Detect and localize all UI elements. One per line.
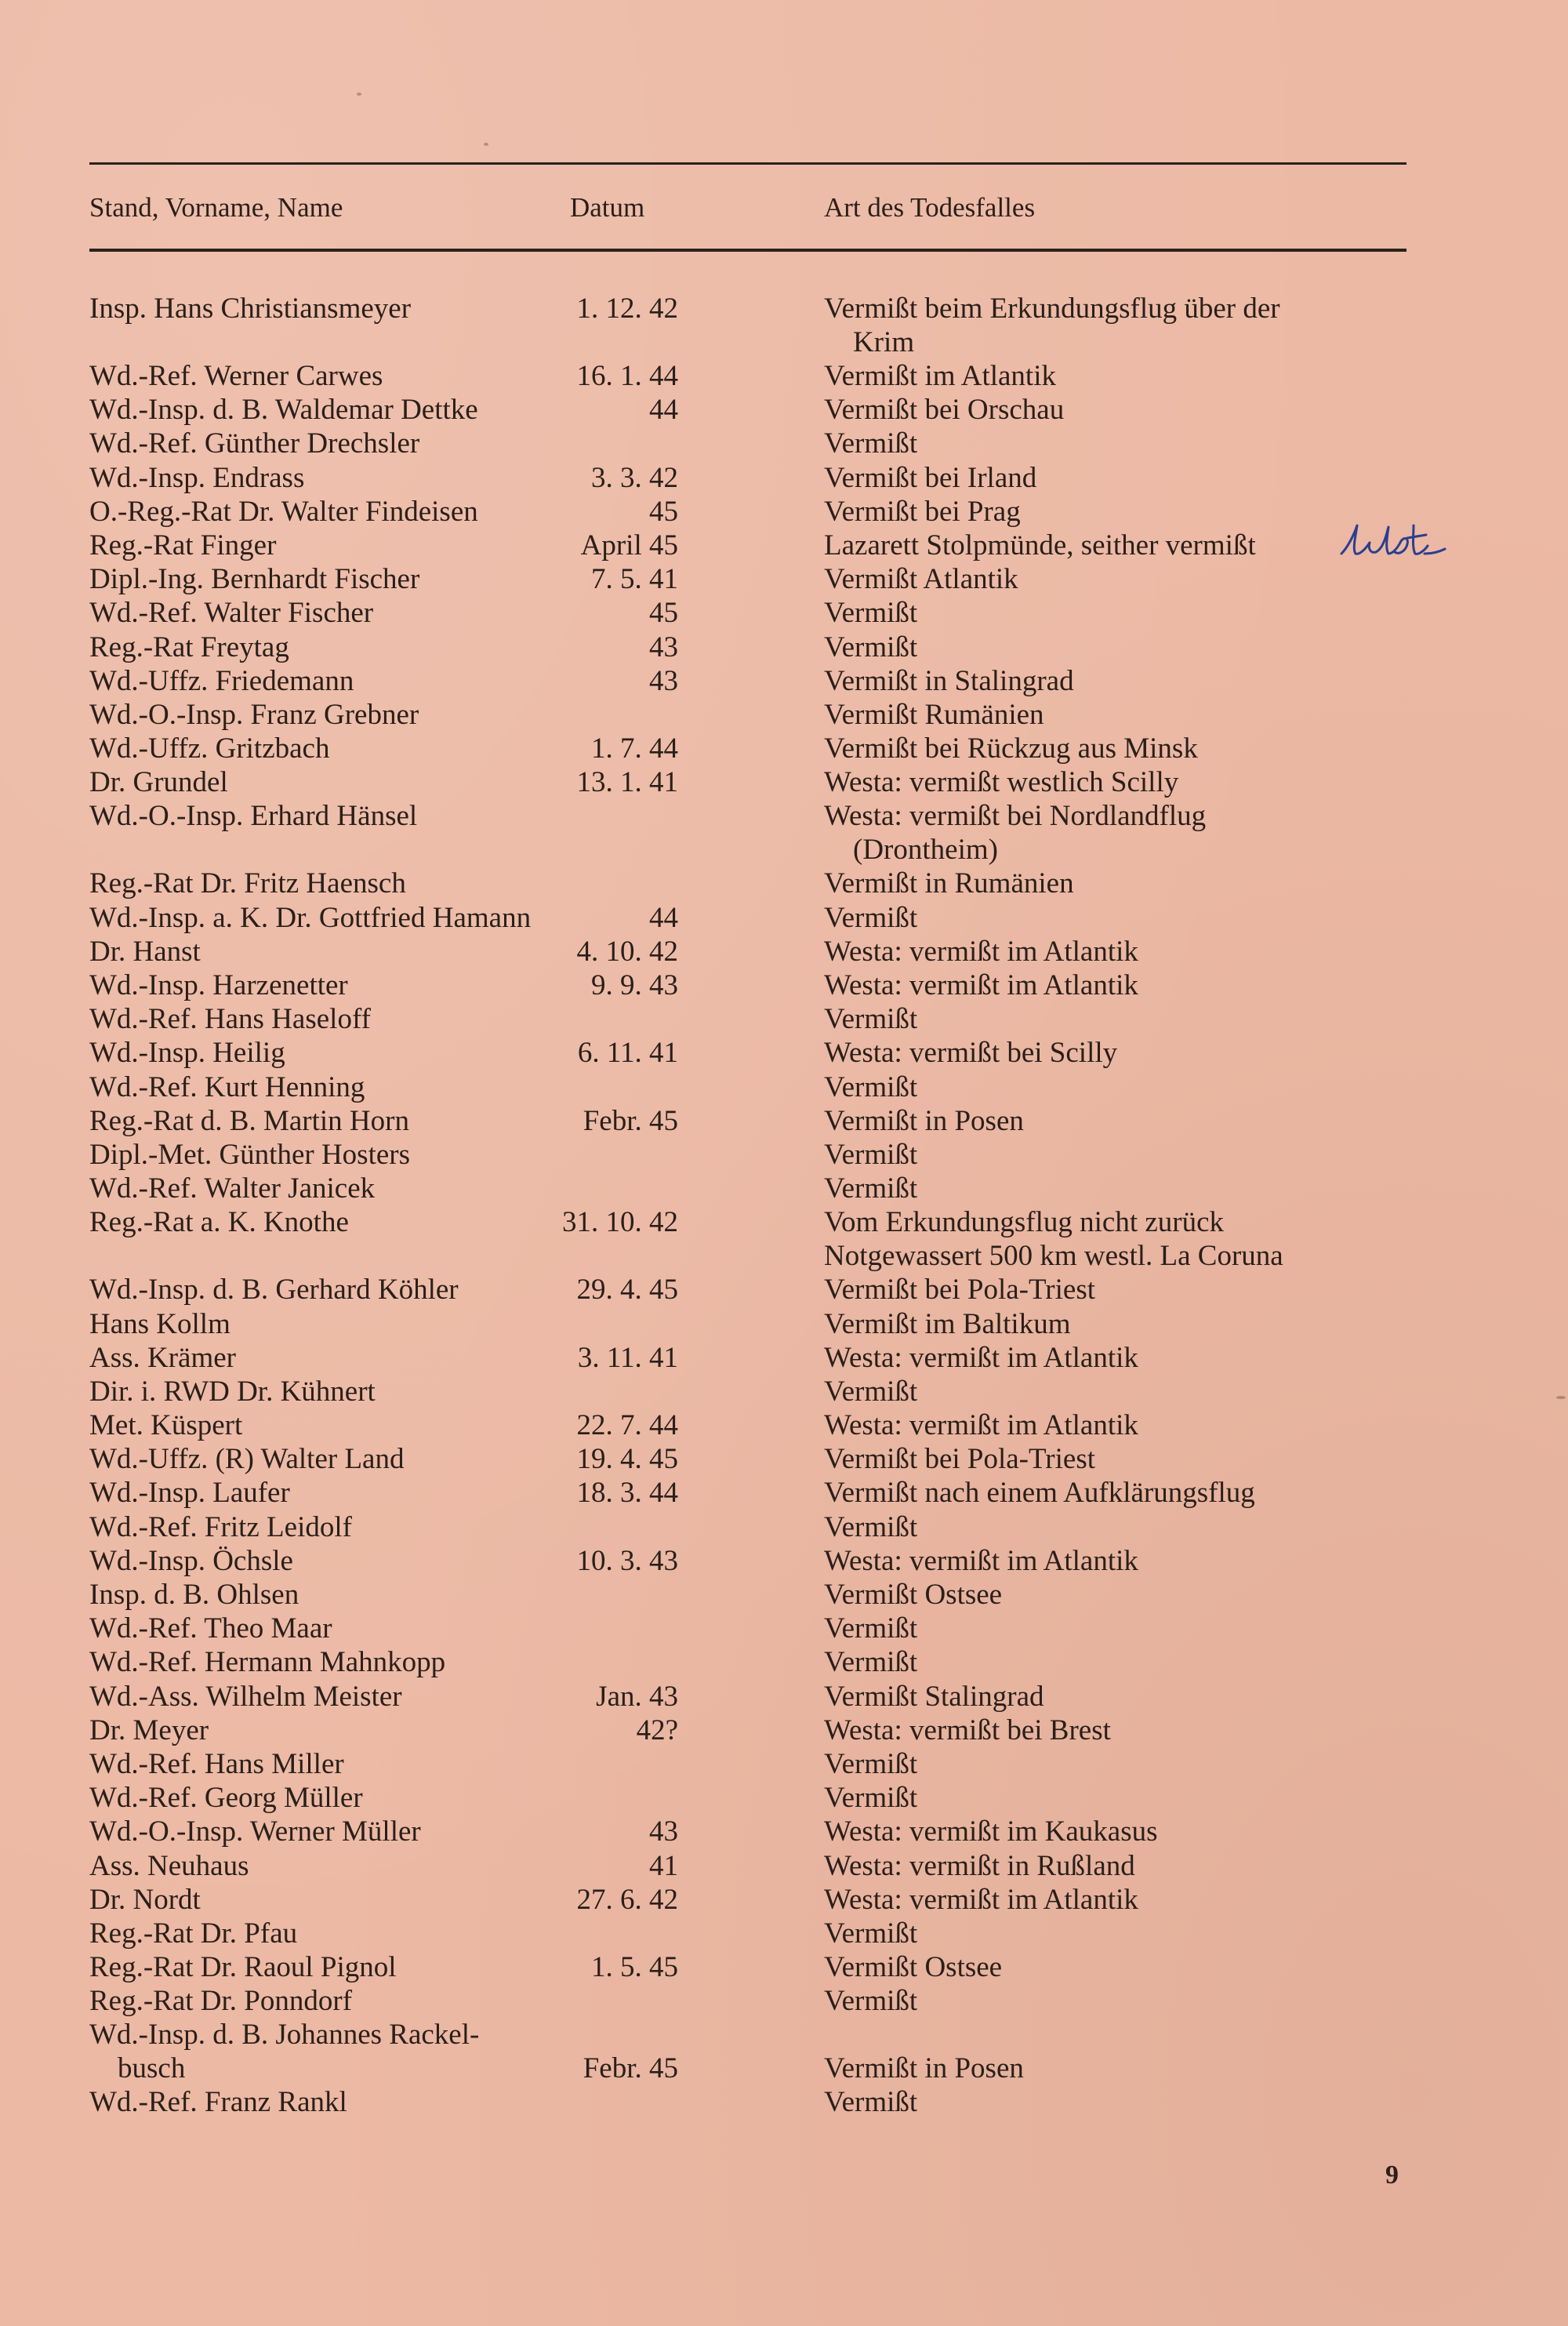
page-number: 9 <box>1385 2161 1399 2190</box>
entry-name: Ass. Neuhaus <box>89 1849 249 1882</box>
entry-name: Wd.-Ref. Hans Miller <box>89 1747 344 1780</box>
table-row <box>0 1307 1568 1341</box>
entry-cause: Westa: vermißt bei Nordlandflug <box>824 800 1207 833</box>
table-row <box>0 1747 1568 1781</box>
entry-cause: Westa: vermißt im Atlantik <box>824 935 1138 968</box>
entry-date: 44 <box>649 394 678 427</box>
entry-date: 29. 4. 45 <box>576 1274 678 1307</box>
entry-name: Dr. Grundel <box>89 766 228 799</box>
entry-cause: Lazarett Stolpmünde, seither vermißt <box>824 529 1256 562</box>
table-row <box>0 427 1568 460</box>
entry-date: 22. 7. 44 <box>576 1409 678 1442</box>
entry-name: Wd.-Ref. Günther Drechsler <box>89 427 420 460</box>
entry-date: 3. 3. 42 <box>591 461 678 494</box>
entry-name: Reg.-Rat Dr. Fritz Haensch <box>89 867 406 900</box>
entry-cause: Westa: vermißt im Atlantik <box>824 1409 1138 1442</box>
entry-cause: Vermißt <box>824 2086 918 2119</box>
entry-name: Met. Küspert <box>89 1409 243 1442</box>
table-row <box>0 1002 1568 1036</box>
table-row <box>0 359 1568 393</box>
entry-name: Wd.-Ref. Walter Fischer <box>89 597 374 630</box>
entry-cause: Vermißt in Rumänien <box>824 867 1074 900</box>
entry-name: Dr. Hanst <box>89 935 201 968</box>
entry-name: Wd.-Insp. a. K. Dr. Gottfried Hamann <box>89 901 532 934</box>
entry-name: Reg.-Rat a. K. Knothe <box>89 1206 349 1239</box>
table-row <box>0 1815 1568 1848</box>
entry-name: Reg.-Rat Finger <box>89 529 277 562</box>
entry-cause: Vermißt in Posen <box>824 1104 1024 1137</box>
entry-cause: Vermißt im Baltikum <box>824 1307 1071 1340</box>
entry-name: Wd.-Ref. Fritz Leidolf <box>89 1510 352 1543</box>
entry-cause: Vermißt Ostsee <box>824 1951 1003 1984</box>
entry-name: Wd.-Ref. Georg Müller <box>89 1782 363 1815</box>
entry-name: Wd.-Ass. Wilhelm Meister <box>89 1680 402 1713</box>
entry-date: Febr. 45 <box>583 1104 678 1137</box>
entry-date: 27. 6. 42 <box>576 1883 678 1916</box>
table-row <box>0 1375 1568 1408</box>
entry-cause: Vermißt bei Irland <box>824 461 1037 494</box>
entry-name: Wd.-Uffz. (R) Walter Land <box>89 1443 405 1476</box>
header-top-rule <box>89 162 1406 165</box>
entry-cause: Vermißt <box>824 1782 918 1815</box>
table-row <box>0 1883 1568 1917</box>
entry-date: 45 <box>649 597 678 630</box>
table-row <box>0 732 1568 765</box>
entry-name: Wd.-Uffz. Gritzbach <box>89 732 330 765</box>
entry-date: 4. 10. 42 <box>576 935 678 968</box>
table-row <box>0 1917 1568 1950</box>
table-row <box>0 664 1568 698</box>
casualty-table <box>0 292 1568 2120</box>
table-row <box>0 2018 1568 2085</box>
table-row <box>0 1645 1568 1679</box>
entry-cause: Westa: vermißt im Atlantik <box>824 969 1138 1001</box>
table-row <box>0 292 1568 359</box>
entry-cause: Vermißt in Posen <box>824 2052 1024 2085</box>
entry-date: 19. 4. 45 <box>576 1443 678 1476</box>
entry-cause: Vermißt <box>824 1747 918 1780</box>
entry-cause: Vermißt <box>824 1375 918 1408</box>
table-row <box>0 867 1568 900</box>
entry-name: Wd.-O.-Insp. Werner Müller <box>89 1815 421 1848</box>
entry-name: Wd.-Insp. d. B. Gerhard Köhler <box>89 1274 459 1307</box>
entry-cause: Vermißt <box>824 1070 918 1103</box>
table-row <box>0 393 1568 427</box>
table-row <box>0 1476 1568 1510</box>
entry-cause: Westa: vermißt westlich Scilly <box>824 766 1179 799</box>
entry-cause: Westa: vermißt im Kaukasus <box>824 1815 1158 1848</box>
table-header <box>0 188 1568 227</box>
entry-name: Wd.-Ref. Kurt Henning <box>89 1070 365 1103</box>
handwritten-note-lebt <box>1337 518 1446 565</box>
column-header-date: Datum <box>570 192 645 223</box>
entry-cause: Vermißt Atlantik <box>824 563 1018 596</box>
entry-cause: Vermißt bei Rückzug aus Minsk <box>824 732 1198 765</box>
entry-name: Wd.-Insp. Harzenetter <box>89 969 348 1001</box>
entry-date: 42? <box>636 1714 678 1746</box>
entry-date: 31. 10. 42 <box>562 1206 678 1239</box>
entry-cause: Vermißt bei Pola-Triest <box>824 1443 1096 1476</box>
entry-date: 18. 3. 44 <box>576 1477 678 1510</box>
entry-cause: Vermißt <box>824 1510 918 1543</box>
paper-speck <box>357 93 361 96</box>
entry-date: 1. 5. 45 <box>591 1951 678 1984</box>
entry-name: Dipl.-Ing. Bernhardt Fischer <box>89 563 420 596</box>
entry-name: Wd.-Ref. Werner Carwes <box>89 360 383 392</box>
entry-cause: Vermißt bei Pola-Triest <box>824 1274 1096 1307</box>
entry-date: Febr. 45 <box>583 2052 678 2085</box>
entry-date: Jan. 43 <box>596 1680 678 1713</box>
entry-name: Dr. Nordt <box>89 1883 201 1916</box>
table-row <box>0 1714 1568 1747</box>
entry-date: April 45 <box>580 529 678 562</box>
entry-cause: Vom Erkundungsflug nicht zurück <box>824 1206 1225 1239</box>
column-header-cause: Art des Todesfalles <box>824 192 1036 223</box>
paper-speck <box>484 143 488 146</box>
table-row <box>0 1510 1568 1544</box>
entry-name: Wd.-Ref. Franz Rankl <box>89 2086 347 2119</box>
entry-date: 3. 11. 41 <box>577 1341 678 1374</box>
table-row <box>0 1849 1568 1883</box>
table-row <box>0 1680 1568 1714</box>
entry-name: Dir. i. RWD Dr. Kühnert <box>89 1375 376 1408</box>
entry-cause: Vermißt <box>824 1612 918 1645</box>
table-row <box>0 1408 1568 1442</box>
table-row <box>0 1273 1568 1307</box>
header-bottom-rule <box>89 249 1406 252</box>
entry-date: 6. 11. 41 <box>577 1037 678 1070</box>
table-row <box>0 1578 1568 1612</box>
entry-date: 45 <box>649 495 678 528</box>
entry-date: 1. 7. 44 <box>591 732 678 765</box>
entry-cause-continued: Krim <box>853 326 915 358</box>
entry-name: Wd.-Ref. Theo Maar <box>89 1612 332 1645</box>
entry-cause: Vermißt <box>824 631 918 663</box>
table-row <box>0 901 1568 935</box>
entry-cause: Vermißt beim Erkundungsflug über der <box>824 293 1280 325</box>
entry-name: Dr. Meyer <box>89 1714 209 1746</box>
table-row <box>0 1036 1568 1070</box>
entry-cause: Vermißt <box>824 901 918 934</box>
entry-cause: Westa: vermißt im Atlantik <box>824 1341 1138 1374</box>
entry-cause: Vermißt bei Prag <box>824 495 1021 528</box>
table-row <box>0 935 1568 969</box>
table-row <box>0 631 1568 664</box>
entry-cause: Westa: vermißt im Atlantik <box>824 1883 1138 1916</box>
table-row <box>0 799 1568 867</box>
table-row <box>0 2085 1568 2119</box>
table-row <box>0 1104 1568 1138</box>
entry-name: Dipl.-Met. Günther Hosters <box>89 1138 410 1171</box>
entry-name: Wd.-Insp. Endrass <box>89 461 305 494</box>
entry-name: Hans Kollm <box>89 1307 230 1340</box>
table-row <box>0 495 1568 529</box>
entry-name: Wd.-Insp. Heilig <box>89 1037 285 1070</box>
entry-cause: Vermißt Stalingrad <box>824 1680 1044 1713</box>
entry-name: Wd.-Ref. Hermann Mahnkopp <box>89 1646 446 1679</box>
entry-cause: Vermißt in Stalingrad <box>824 664 1074 697</box>
entry-cause: Westa: vermißt bei Scilly <box>824 1037 1118 1070</box>
table-row <box>0 1070 1568 1104</box>
entry-date: 10. 3. 43 <box>576 1544 678 1577</box>
entry-date: 1. 12. 42 <box>576 293 678 325</box>
entry-name: Wd.-O.-Insp. Erhard Hänsel <box>89 800 418 833</box>
entry-date: 41 <box>649 1849 678 1882</box>
entry-name: Wd.-Insp. d. B. Waldemar Dettke <box>89 394 478 427</box>
entry-cause: Vermißt <box>824 1172 918 1205</box>
entry-name: Reg.-Rat Freytag <box>89 631 289 663</box>
entry-cause: Vermißt <box>824 1003 918 1036</box>
table-row <box>0 1781 1568 1815</box>
entry-cause: Vermißt bei Orschau <box>824 394 1065 427</box>
table-row <box>0 765 1568 799</box>
entry-date: 44 <box>649 901 678 934</box>
entry-cause-continued: (Drontheim) <box>853 834 998 867</box>
entry-name: Reg.-Rat Dr. Ponndorf <box>89 1985 353 2018</box>
table-row <box>0 969 1568 1002</box>
table-row <box>0 1544 1568 1578</box>
entry-date: 43 <box>649 1815 678 1848</box>
entry-cause: Vermißt <box>824 1138 918 1171</box>
entry-name: Insp. Hans Christiansmeyer <box>89 293 412 325</box>
entry-cause: Westa: vermißt bei Brest <box>824 1714 1111 1746</box>
entry-name: Ass. Krämer <box>89 1341 237 1374</box>
table-row <box>0 1341 1568 1375</box>
entry-name-continued: busch <box>118 2052 186 2085</box>
entry-name: Wd.-Uffz. Friedemann <box>89 664 354 697</box>
entry-cause: Vermißt Rumänien <box>824 698 1044 731</box>
table-row <box>0 1205 1568 1273</box>
entry-cause-continued: Notgewassert 500 km westl. La Coruna <box>824 1240 1283 1273</box>
table-row <box>0 596 1568 630</box>
entry-cause: Vermißt <box>824 1985 918 2018</box>
table-row <box>0 1138 1568 1172</box>
entry-cause: Vermißt <box>824 1646 918 1679</box>
table-row <box>0 562 1568 596</box>
entry-date: 43 <box>649 664 678 697</box>
entry-cause: Vermißt <box>824 597 918 630</box>
entry-cause: Vermißt im Atlantik <box>824 360 1056 392</box>
entry-date: 16. 1. 44 <box>576 360 678 392</box>
table-row <box>0 461 1568 495</box>
entry-name: Wd.-Ref. Hans Haseloff <box>89 1003 371 1036</box>
table-row <box>0 1172 1568 1205</box>
table-row <box>0 1442 1568 1476</box>
entry-cause: Vermißt nach einem Aufklärungsflug <box>824 1477 1255 1510</box>
entry-name: Reg.-Rat Dr. Pfau <box>89 1917 298 1950</box>
column-header-name: Stand, Vorname, Name <box>89 192 343 223</box>
entry-name: Insp. d. B. Ohlsen <box>89 1579 299 1611</box>
table-row <box>0 529 1568 562</box>
entry-cause: Vermißt <box>824 427 918 460</box>
table-row <box>0 698 1568 732</box>
entry-name: Reg.-Rat Dr. Raoul Pignol <box>89 1951 397 1984</box>
entry-cause: Vermißt Ostsee <box>824 1579 1003 1611</box>
table-row <box>0 1984 1568 2018</box>
entry-name: Wd.-Ref. Walter Janicek <box>89 1172 376 1205</box>
entry-name: Wd.-Insp. Öchsle <box>89 1544 293 1577</box>
entry-date: 43 <box>649 631 678 663</box>
entry-name: Wd.-O.-Insp. Franz Grebner <box>89 698 419 731</box>
table-row <box>0 1950 1568 1984</box>
entry-cause: Westa: vermißt im Atlantik <box>824 1544 1138 1577</box>
entry-name: Wd.-Insp. Laufer <box>89 1477 290 1510</box>
entry-date: 13. 1. 41 <box>576 766 678 799</box>
entry-cause: Westa: vermißt in Rußland <box>824 1849 1135 1882</box>
entry-date: 7. 5. 41 <box>591 563 678 596</box>
entry-name: O.-Reg.-Rat Dr. Walter Findeisen <box>89 495 478 528</box>
entry-cause: Vermißt <box>824 1917 918 1950</box>
entry-name: Reg.-Rat d. B. Martin Horn <box>89 1104 409 1137</box>
table-row <box>0 1612 1568 1645</box>
entry-date: 9. 9. 43 <box>591 969 678 1001</box>
entry-name: Wd.-Insp. d. B. Johannes Rackel- <box>89 2019 480 2052</box>
